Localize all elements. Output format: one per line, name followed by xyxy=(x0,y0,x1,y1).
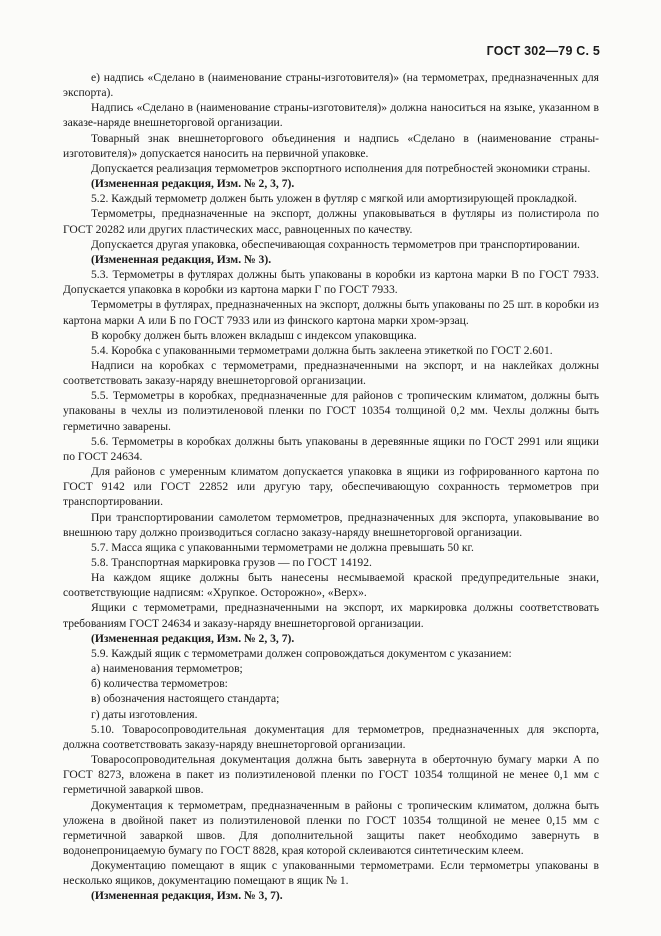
paragraph: 5.8. Транспортная маркировка грузов — по ГОСТ 14192. xyxy=(91,556,372,569)
paragraph: 5.7. Масса ящика с упакованными термометрами не должна превышать 50 кг. xyxy=(91,540,474,554)
list-item: а) наименования термометров; xyxy=(91,662,243,676)
paragraph: В коробку должен быть вложен вкладыш с индексом упаковщика. xyxy=(91,328,417,342)
paragraph: 5.6. Термометры в коробках должны быть упакованы в деревянные ящики по ГОСТ 2991 или ящики по ГОСТ 24634. xyxy=(63,434,599,463)
paragraph: Для районов с умеренным климатом допускается упаковка в ящики из гофрированного картона по ГОСТ 9142 или ГОСТ 22852 или другую тару, обеспечивающую сохранность термометров при транспортировании. xyxy=(63,465,599,509)
paragraph: Термометры в футлярах, предназначенных на экспорт, должны быть упакованы по 25 шт. в коробки из картона марки А или Б по ГОСТ 7933 или из финского картона марки хром-эрзац. xyxy=(63,298,599,327)
amendment-note: (Измененная редакция, Изм. № 3). xyxy=(91,252,272,266)
list-item: б) количества термометров: xyxy=(91,677,228,691)
paragraph: 5.10. Товаросопроводительная документация для термометров, предназначенных для экспорта, должна соответствовать заказу-наряду внешнеторговой организации. xyxy=(63,722,599,751)
paragraph: 5.9. Каждый ящик с термометрами должен сопровождаться документом с указанием: xyxy=(91,646,512,660)
paragraph: Надпись «Сделано в (наименование страны-изготовителя)» должна наноситься на языке, указанном в заказе-наряде внешнеторговой организации. xyxy=(63,101,599,130)
paragraph: Допускается другая упаковка, обеспечивающая сохранность термометров при транспортировании. xyxy=(91,237,580,251)
paragraph: Товаросопроводительная документация должна быть завернута в оберточную бумагу марки А по ГОСТ 8273, вложена в пакет из полиэтиленовой пленки по ГОСТ 10354 толщиной не менее 0,1 мм с герметичной заваркой швов. xyxy=(63,753,599,797)
paragraph: Надписи на коробках с термометрами, предназначенными на экспорт, и на наклейках должны соответствовать заказу-наряду внешнеторговой организации. xyxy=(63,358,599,388)
paragraph: На каждом ящике должны быть нанесены несмываемой краской предупредительные знаки, соответствующие надписям: «Хрупкое. Осторожно», «Верх». xyxy=(63,571,599,600)
document-body xyxy=(63,70,599,904)
paragraph: 5.4. Коробка с упакованными термометрами должна быть заклеена этикеткой по ГОСТ 2.601. xyxy=(91,343,553,357)
paragraph: Документацию помещают в ящик с упакованными термометрами. Если термометры упакованы в несколько ящиков, документацию помещают в ящик № 1. xyxy=(63,859,599,888)
paragraph: Ящики с термометрами, предназначенными на экспорт, их маркировка должны соответствовать требованиям ГОСТ 24634 и заказу-наряду внешнеторговой организации. xyxy=(63,601,599,630)
paragraph: 5.3. Термометры в футлярах должны быть упакованы в коробки из картона марки В по ГОСТ 7933. Допускается упаковка в коробки из картона марки Г по ГОСТ 7933. xyxy=(63,268,599,297)
page-header: ГОСТ 302—79 С. 5 xyxy=(486,44,600,58)
paragraph: Товарный знак внешнеторгового объединения и надпись «Сделано в (наименование страны-изготовителя)» допускается наносить на первичной упаковке. xyxy=(63,131,599,160)
amendment-note: (Измененная редакция, Изм. № 2, 3, 7). xyxy=(91,631,295,645)
paragraph: Термометры, предназначенные на экспорт, должны упаковываться в футляры из полистирола по ГОСТ 20282 или других пластических масс, равноценных по качеству. xyxy=(63,207,599,236)
paragraph: Документация к термометрам, предназначенным в районы с тропическим климатом, должна быть уложена в двойной пакет из полиэтиленовой пленки по ГОСТ 10354 толщиной не менее 0,15 мм с герметичной заваркой швов. Для дополнительной защиты пакет необходимо завернуть в водонепроницаемую бумагу по ГОСТ 8828, края которой склеиваются синтетическим клеем. xyxy=(63,798,599,857)
amendment-note: (Измененная редакция, Изм. № 3, 7). xyxy=(91,889,283,903)
list-item: в) обозначения настоящего стандарта; xyxy=(91,692,280,706)
list-item: г) даты изготовления. xyxy=(91,707,198,721)
paragraph: При транспортировании самолетом термометров, предназначенных для экспорта, упаковывание во внешнюю тару должно производиться согласно заказу-наряду внешнеторговой организации. xyxy=(63,510,599,539)
paragraph: Допускается реализация термометров экспортного исполнения для потребностей экономики страны. xyxy=(91,161,591,175)
paragraph: 5.5. Термометры в коробках, предназначенные для районов с тропическим климатом, должны быть упакованы в чехлы из полиэтиленовой пленки по ГОСТ 10354 толщиной 0,2 мм. Чехлы должны быть герметично заварены. xyxy=(63,389,599,433)
paragraph: е) надпись «Сделано в (наименование страны-изготовителя)» (на термометрах, предназначенных для экспорта). xyxy=(63,71,599,100)
amendment-note: (Измененная редакция, Изм. № 2, 3, 7). xyxy=(91,177,295,191)
paragraph: 5.2. Каждый термометр должен быть уложен в футляр с мягкой или амортизирующей прокладкой. xyxy=(91,192,577,206)
